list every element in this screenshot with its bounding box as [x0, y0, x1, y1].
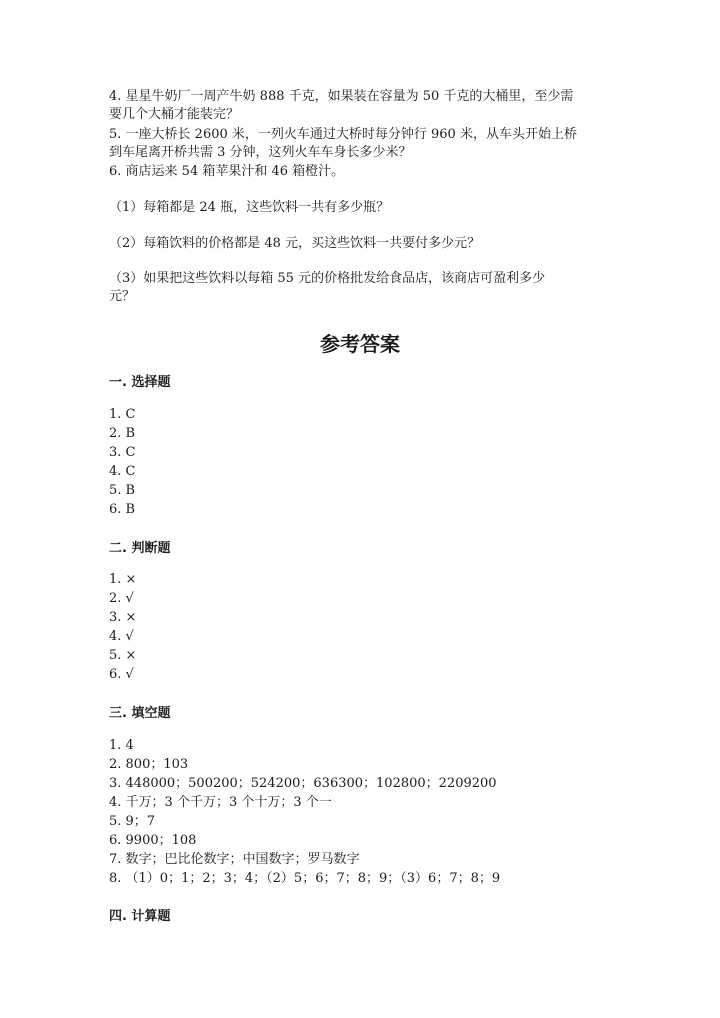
section-heading-fill-blank: 三. 填空题: [109, 706, 171, 721]
question-6-part-1: （1）每箱都是 24 瓶，这些饮料一共有多少瓶？: [109, 200, 390, 215]
section-heading-judgment: 二. 判断题: [109, 541, 171, 556]
answer-item: 6. √: [109, 667, 134, 682]
answer-item: 3. ×: [109, 610, 137, 625]
question-6-part-3-line-1: （3）如果把这些饮料以每箱 55 元的价格批发给食品店，该商店可盈利多少: [109, 271, 546, 286]
answer-item: 6. 9900；108: [109, 833, 197, 848]
answers-title: 参考答案: [320, 332, 400, 356]
answer-item: 4. 千万；3 个千万；3 个十万；3 个一: [109, 795, 332, 810]
question-6-part-2: （2）每箱饮料的价格都是 48 元，买这些饮料一共要付多少元？: [109, 236, 481, 251]
answer-item: 4. √: [109, 629, 134, 644]
question-4-line-1: 4. 星星牛奶厂一周产牛奶 888 千克，如果装在容量为 50 千克的大桶里，至少需: [109, 89, 574, 104]
answer-item: 5. B: [109, 483, 136, 498]
answer-item: 3. 448000；500200；524200；636300；102800；2209200: [109, 776, 497, 791]
answer-item: 7. 数字；巴比伦数字；中国数字；罗马数字: [109, 852, 360, 867]
answer-item: 6. B: [109, 502, 136, 517]
answer-item: 3. C: [109, 445, 136, 460]
answer-item: 1. ×: [109, 572, 137, 587]
answer-item: 1. 4: [109, 738, 134, 753]
question-6-part-3-line-2: 元？: [109, 289, 136, 304]
question-5-line-1: 5. 一座大桥长 2600 米，一列火车通过大桥时每分钟行 960 米，从车头开始上桥: [109, 127, 577, 142]
section-heading-choice: 一. 选择题: [109, 375, 171, 390]
question-4-line-2: 要几个大桶才能装完？: [109, 107, 240, 122]
answer-item: 1. C: [109, 407, 136, 422]
question-6: 6. 商店运来 54 箱苹果汁和 46 箱橙汁。: [109, 164, 345, 179]
answer-item: 5. ×: [109, 648, 137, 663]
answer-item: 4. C: [109, 464, 136, 479]
question-5-line-2: 到车尾离开桥共需 3 分钟，这列火车车身长多少米？: [109, 145, 412, 160]
answer-item: 2. B: [109, 426, 136, 441]
answer-item: 2. √: [109, 591, 134, 606]
section-heading-calculation: 四. 计算题: [109, 909, 171, 924]
answer-item: 8. （1）0；1；2；3；4；（2）5；6；7；8；9；（3）6；7；8；9: [109, 871, 501, 886]
answer-item: 5. 9；7: [109, 814, 156, 829]
answer-item: 2. 800；103: [109, 757, 189, 772]
